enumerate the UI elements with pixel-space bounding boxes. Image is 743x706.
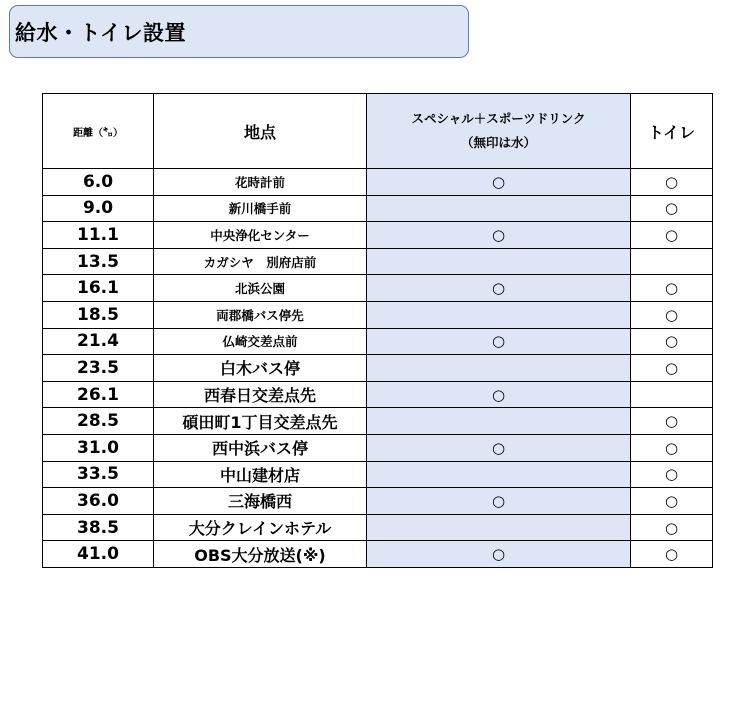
table-row bbox=[43, 328, 713, 355]
drink-cell: ○ bbox=[367, 169, 631, 196]
distance-cell: 13.5 bbox=[43, 248, 154, 275]
drink-cell: ○ bbox=[367, 434, 631, 461]
table-row bbox=[43, 434, 713, 461]
drink-cell bbox=[367, 514, 631, 541]
toilet-cell bbox=[631, 381, 713, 408]
place-cell: 西中浜バス停 bbox=[154, 434, 367, 461]
place-cell: 碩田町1丁目交差点先 bbox=[154, 408, 367, 435]
distance-cell: 26.1 bbox=[43, 381, 154, 408]
table-row bbox=[43, 195, 713, 222]
place-cell: 白木バス停 bbox=[154, 355, 367, 382]
distance-cell: 33.5 bbox=[43, 461, 154, 488]
header-drink-line1: スペシャル＋スポーツドリンク bbox=[411, 111, 586, 126]
place-cell: カガシヤ 別府店前 bbox=[154, 248, 367, 275]
distance-cell: 9.0 bbox=[43, 195, 154, 222]
page-title: 給水・トイレ設置 bbox=[15, 21, 186, 45]
toilet-cell: ○ bbox=[631, 301, 713, 328]
table-row bbox=[43, 488, 713, 515]
distance-cell: 11.1 bbox=[43, 222, 154, 249]
toilet-cell: ○ bbox=[631, 275, 713, 302]
toilet-cell: ○ bbox=[631, 169, 713, 196]
table-row bbox=[43, 381, 713, 408]
drink-cell bbox=[367, 461, 631, 488]
drink-cell bbox=[367, 195, 631, 222]
toilet-cell: ○ bbox=[631, 434, 713, 461]
place-cell: 両郡橋バス停先 bbox=[154, 301, 367, 328]
distance-cell: 36.0 bbox=[43, 488, 154, 515]
distance-cell: 38.5 bbox=[43, 514, 154, 541]
distance-cell: 16.1 bbox=[43, 275, 154, 302]
drink-cell: ○ bbox=[367, 381, 631, 408]
drink-cell: ○ bbox=[367, 222, 631, 249]
drink-cell bbox=[367, 355, 631, 382]
place-cell: 花時計前 bbox=[154, 169, 367, 196]
table-row bbox=[43, 514, 713, 541]
place-cell: 中山建材店 bbox=[154, 461, 367, 488]
toilet-cell: ○ bbox=[631, 488, 713, 515]
drink-cell: ○ bbox=[367, 541, 631, 568]
distance-cell: 6.0 bbox=[43, 169, 154, 196]
table-row bbox=[43, 408, 713, 435]
toilet-cell: ○ bbox=[631, 408, 713, 435]
place-cell: 北浜公園 bbox=[154, 275, 367, 302]
drink-cell: ○ bbox=[367, 275, 631, 302]
title-box bbox=[9, 5, 469, 58]
place-cell: OBS大分放送(※) bbox=[154, 541, 367, 568]
table-row bbox=[43, 222, 713, 249]
place-cell: 西春日交差点先 bbox=[154, 381, 367, 408]
toilet-cell: ○ bbox=[631, 195, 713, 222]
table-header-row bbox=[43, 94, 713, 169]
distance-cell: 18.5 bbox=[43, 301, 154, 328]
table-row bbox=[43, 248, 713, 275]
toilet-cell: ○ bbox=[631, 514, 713, 541]
table-row bbox=[43, 169, 713, 196]
table-row bbox=[43, 461, 713, 488]
toilet-cell: ○ bbox=[631, 461, 713, 488]
distance-cell: 41.0 bbox=[43, 541, 154, 568]
drink-cell bbox=[367, 301, 631, 328]
drink-cell bbox=[367, 248, 631, 275]
toilet-cell: ○ bbox=[631, 328, 713, 355]
table-row bbox=[43, 275, 713, 302]
toilet-cell: ○ bbox=[631, 355, 713, 382]
toilet-cell: ○ bbox=[631, 222, 713, 249]
distance-cell: 23.5 bbox=[43, 355, 154, 382]
place-cell: 中央浄化センター bbox=[154, 222, 367, 249]
drink-cell: ○ bbox=[367, 488, 631, 515]
water-toilet-table bbox=[42, 93, 713, 568]
distance-cell: 31.0 bbox=[43, 434, 154, 461]
header-toilet: トイレ bbox=[631, 94, 713, 169]
header-distance: 距離（㌔） bbox=[43, 94, 154, 169]
distance-cell: 21.4 bbox=[43, 328, 154, 355]
header-drink-line2: （無印は水） bbox=[460, 135, 536, 150]
table-row bbox=[43, 301, 713, 328]
toilet-cell bbox=[631, 248, 713, 275]
place-cell: 三海橋西 bbox=[154, 488, 367, 515]
table-row bbox=[43, 541, 713, 568]
place-cell: 大分クレインホテル bbox=[154, 514, 367, 541]
header-drink bbox=[367, 94, 631, 169]
toilet-cell: ○ bbox=[631, 541, 713, 568]
distance-cell: 28.5 bbox=[43, 408, 154, 435]
drink-cell: ○ bbox=[367, 328, 631, 355]
table-row bbox=[43, 355, 713, 382]
place-cell: 新川橋手前 bbox=[154, 195, 367, 222]
place-cell: 仏崎交差点前 bbox=[154, 328, 367, 355]
drink-cell bbox=[367, 408, 631, 435]
header-place: 地点 bbox=[154, 94, 367, 169]
